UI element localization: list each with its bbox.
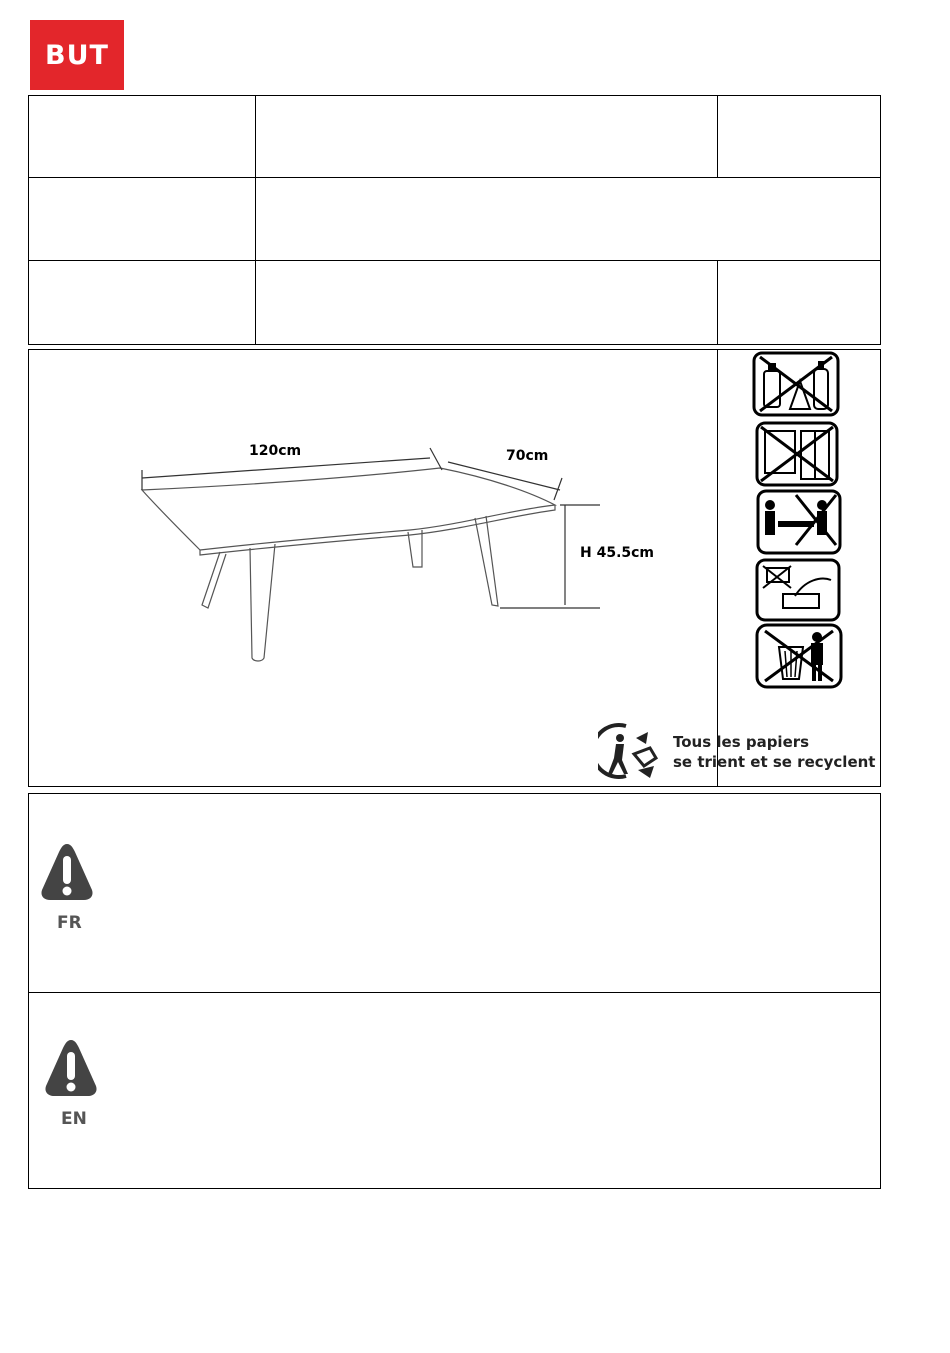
warning-code-fr: FR bbox=[57, 913, 82, 933]
brand-logo bbox=[30, 20, 124, 90]
width-label: 70cm bbox=[506, 448, 549, 464]
tabletop-outline bbox=[142, 468, 555, 550]
no-household-waste-icon bbox=[755, 623, 843, 689]
no-chemical-cleaners-icon bbox=[752, 351, 840, 417]
diagram-divider bbox=[717, 349, 718, 787]
height-label: H 45.5cm bbox=[580, 545, 655, 561]
table-row-divider bbox=[28, 177, 881, 178]
tabletop-edge bbox=[200, 505, 555, 555]
table-diagram bbox=[130, 430, 630, 670]
table-leg-front-left bbox=[250, 544, 275, 661]
recycling-line-2: se trient et se recyclent bbox=[673, 753, 876, 771]
no-abrasive-sponge-icon bbox=[755, 558, 841, 622]
length-dimension-line bbox=[142, 458, 430, 478]
warning-icon bbox=[42, 1036, 100, 1100]
brand-logo-text: BUT bbox=[45, 39, 109, 71]
two-person-assembly-icon bbox=[756, 489, 842, 555]
recycling-text bbox=[673, 732, 875, 772]
triman-icon bbox=[598, 722, 662, 780]
table-row-divider bbox=[28, 260, 881, 261]
table-divider bbox=[717, 95, 718, 177]
warning-section-fr bbox=[28, 793, 881, 993]
warning-icon bbox=[38, 840, 96, 904]
warning-code-en: EN bbox=[61, 1109, 87, 1129]
no-damp-room-icon bbox=[755, 421, 839, 487]
table-divider bbox=[717, 260, 718, 345]
table-leg-back-left bbox=[202, 552, 226, 608]
table-divider bbox=[255, 95, 256, 345]
recycling-line-1: Tous les papiers bbox=[673, 733, 810, 751]
warning-section-en bbox=[28, 992, 881, 1189]
width-dimension-line bbox=[448, 462, 560, 490]
header-table bbox=[28, 95, 881, 345]
length-label: 120cm bbox=[249, 443, 302, 459]
table-leg-front-right bbox=[475, 516, 498, 606]
dimension-tick bbox=[430, 448, 442, 470]
